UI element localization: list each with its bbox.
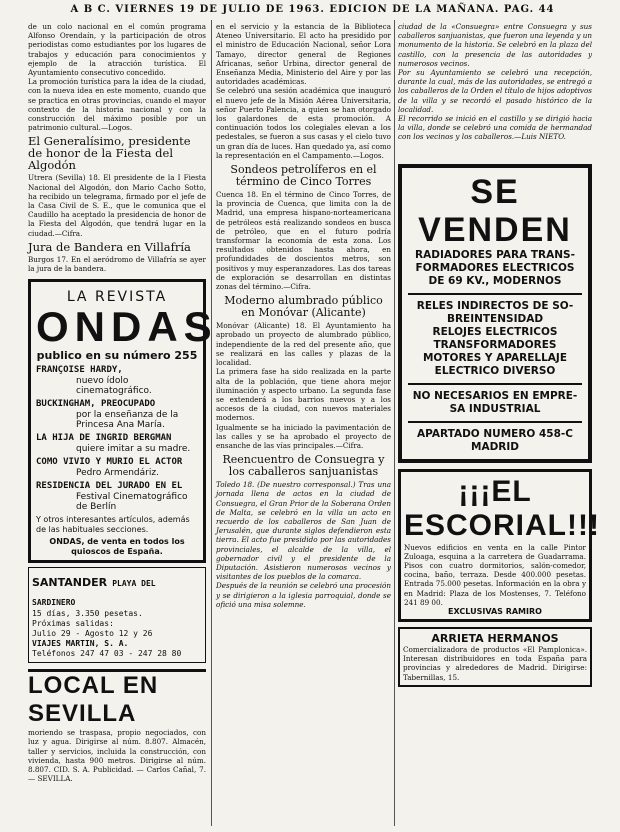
lead-text: de un colo nacional en el común programa Alfonso Orendaín, y la participación de otros periodistas como estudiantes por los lugares de trabajos y educación para conocimientos y ejemplo de la atracción turística. El Ayuntamiento consecutivo concedido. (28, 22, 206, 78)
article-body-monovar: Monóvar (Alicante) 18. El Ayuntamiento ha aprobado un proyecto de alumbrado público, independiente de la red del presente año, que se realizará en las calles y plazas de la localidad. (216, 321, 391, 368)
local-sevilla-advert (28, 669, 206, 783)
article-body-jura: Burgos 17. En el aeródromo de Villafría se ayer la jura de la bandera. (28, 254, 206, 274)
ondas-item-head: LA HIJA DE INGRID BERGMAN (36, 433, 172, 444)
ondas-item-sub: quiere imitar a su madre. (76, 444, 191, 455)
column-1 (28, 22, 218, 784)
santander-line: Próximas salidas: (32, 619, 114, 629)
venden-line: MOTORES Y APARELLAJE (422, 351, 568, 364)
divider (408, 293, 582, 295)
article-title-monovar: Moderno alumbrado público en Monóvar (Alicante) (224, 294, 383, 320)
article-title-generalisimo: El Generalísimo, presidente de honor de la Fiesta del Algodón (28, 134, 191, 173)
ondas-footer: Y otros interesantes artículos, además de las habituales secciones. (36, 515, 190, 535)
ondas-title: ONDAS (36, 303, 218, 351)
article-title-sondeos: Sondeos petrolíferos en el término de Cinco Torres (230, 163, 377, 189)
article-body-monovar: Igualmente se ha iniciado la pavimentación de las calles y se ha aprobado el proyecto de ensanche de las vías principales.—Cifra. (216, 422, 391, 450)
article-body-monovar: La primera fase ha sido realizada en la parte alta de la población, que tiene ahora mejor iluminación y aspecto urbano. La segunda fase se extenderá a los barrios nuevos y a los accesos de la ciudad, con nuevos materiales modernos. (216, 367, 391, 423)
lead-text: Se celebró una sesión académica que inauguró el nuevo jefe de la Misión Aérea Universitaria, señor Puerto Palencia, a quien se han otorgado los galardones de esta promoción. A continuación todos los colegiales elevan a los pedestales, se fueron a sus casas y el cielo tuvo un gran día de luces. Han quedado ya, así como la representación en el Campamento.—Logos. (216, 86, 391, 160)
ondas-kicker: LA REVISTA (66, 289, 168, 306)
article-body-reencuentro: Toledo 18. (De nuestro corresponsal.) Tras una jornada llena de actos en la ciudad de Consuegra, el Gran Prior de la Soberana Orden de Malta, se celebró en la villa un acto en recuerdo de los caballeros de San Juan de Jerusalén, que durante siglos defendieron esta tierra. El acto fue presidido por las autoridades provinciales, el alcalde de la villa, el gobernador civil y el presidente de la Diputación. Asistieron numerosos vecinos y visitantes de los pueblos de la comarca. (216, 480, 391, 582)
ondas-advert (28, 279, 218, 563)
article-body-generalisimo: Utrera (Sevilla) 18. El presidente de la I Fiesta Nacional del Algodón, don Mario Cacho Sotto, ha recibido un telegrama, firmado por el jefe de la Casa Civil de S. E., que le comunica que el Caudillo ha aceptado la presidencia de honor de la Fiesta del Algodón, que tendrá lugar en la ciudad.—Cifra. (28, 173, 206, 238)
venden-line: RELOJES ELECTRICOS (432, 325, 558, 338)
column-rule (211, 20, 212, 826)
ondas-item-sub: Festival Cinematográfico de Berlín (76, 492, 188, 513)
santander-line: Julio 29 - Agosto 12 y 26 (32, 629, 153, 639)
venden-line: RADIADORES PARA TRANS- (415, 248, 575, 261)
arrieta-advert (398, 627, 592, 687)
lead-text: en el servicio y la estancia de la Biblioteca Ateneo Universitario. El acto ha presidido por el ministro de Educación Nacional, señor Lora Tamayo, director general de Regiones Africanas, señor Urbina, director general de Enseñanza Media, Ministerio del Aire y por las autoridades académicas. (216, 22, 391, 87)
article-title-jura: Jura de Bandera en Villafría (28, 239, 191, 254)
venden-line: MADRID (471, 440, 519, 453)
ondas-item-head: BUCKINGHAM, PREOCUPADO (36, 399, 156, 410)
venden-line: SA INDUSTRIAL (449, 402, 541, 415)
arrieta-body: Comercializadora de productos «El Pamplonica». Interesan distribuidores en toda España para provincias y alrededores de Madrid. Dirigirse: Tabernillas, 15. (403, 645, 587, 682)
venden-line: APARTADO NUMERO 458-C (417, 427, 573, 440)
column-rule (394, 20, 395, 826)
escorial-title: ¡¡¡EL ESCORIAL!!! (404, 474, 600, 542)
ondas-item-head: RESIDENCIA DEL JURADO EN EL (36, 481, 183, 492)
venden-line: ELECTRICO DIVERSO (434, 364, 556, 377)
santander-line: 15 días, 3.350 pesetas. (32, 609, 143, 619)
lead-text: Por su Ayuntamiento se celebró una recepción, durante la cual, más de las autoridades, se entregó a los caballeros de la Orden el título de hijos adoptivos de la villa y se recordó el pasado histórico de la localidad. (398, 68, 592, 114)
escorial-advert (398, 469, 600, 622)
divider (408, 383, 582, 385)
lead-text: ciudad de la «Consuegra» entre Consuegra y sus caballeros sanjuanistas, que fueron una leyenda y un monumento de la historia. Se celebró en la plaza del castillo, con la presencia de las autoridades y numerosos vecinos. (398, 22, 592, 68)
escorial-exclusive: EXCLUSIVAS RAMIRO (448, 607, 542, 617)
arrieta-name: ARRIETA HERMANOS (431, 632, 559, 646)
article-title-reencuentro: Reencuentro de Consuegra y los caballeros sanjuanistas (222, 453, 385, 479)
ondas-item-head: COMO VIVIO Y MURIO EL ACTOR (36, 457, 183, 468)
ondas-item-sub: por la enseñanza de la Princesa Ana María. (76, 410, 179, 431)
ondas-item-head: FRANÇOISE HARDY, (36, 365, 123, 376)
santander-advert (28, 567, 206, 663)
divider (408, 421, 582, 423)
column-3 (398, 22, 600, 687)
santander-line: Teléfonos 247 47 03 - 247 28 80 (32, 649, 182, 659)
santander-hotel: PLAYA DEL SARDINERO (32, 579, 156, 608)
venden-line: FORMADORES ELECTRICOS (415, 261, 575, 274)
article-body-reencuentro: Después de la reunión se celebró una procesión y se dirigieron a la iglesia parroquial, donde se ofició una misa solemne. (216, 581, 391, 609)
venden-line: NO NECESARIOS EN EMPRE- (412, 389, 578, 402)
ondas-item-sub: Pedro Armendáriz. (76, 468, 159, 479)
ondas-issue: publico en su número 255 (36, 349, 198, 363)
venden-line: TRANSFORMADORES (433, 338, 557, 351)
venden-line: DE 69 KV., MODERNOS (428, 274, 562, 287)
column-2 (216, 22, 391, 609)
ondas-footer-sale: ONDAS, de venta en todos los quioscos de España. (49, 537, 185, 557)
venden-line: RELES INDIRECTOS DE SO- (416, 299, 574, 312)
santander-line: VIAJES MARTIN, S. A. (32, 639, 129, 649)
local-body: moriendo se traspasa, propio negociados, con luz y agua. Dirigirse al núm. 8.807. Almacén, taller y servicios, incluida la construcción, con vivienda, hasta 900 metros. Dirigirse al núm. 8.807. CID. S. A. Publicidad. — Carlos Cañal, 7. — SEVILLA. (28, 728, 206, 784)
santander-name: SANTANDER (32, 576, 108, 590)
venden-title: SE VENDEN (418, 172, 572, 249)
article-body-sondeos: Cuenca 18. En el término de Cinco Torres, de la provincia de Cuenca, que limita con la de Madrid, una empresa hispano-norteamericana de petróleos está realizando sondeos en busca de petróleo, que en el futuro podría transformar la economía de esta zona. Los resultados obtenidos hasta ahora, en profundidades de doscientos metros, son positivos y muy esperanzadores. Las dos tareas de exploración se desarrollan en distintas zonas del término.—Cifra. (216, 190, 391, 292)
se-venden-advert (398, 164, 592, 463)
escorial-body: Nuevos edificios en venta en la calle Pintor Zuloaga, esquina a la carretera de Guadarrama. Pisos con cuatro dormitorios, salón-comedor, cocina, baño, terraza. Desde 400.000 pesetas. Entrada 75.000 pesetas. Información en la obra y en Madrid: Plaza de los Mostenses, 7. Teléfono 241 89 00. (404, 542, 586, 607)
local-title: LOCAL EN SEVILLA (28, 672, 159, 728)
venden-line: BREINTENSIDAD (446, 312, 544, 325)
lead-text: El recorrido se inició en el castillo y se dirigió hacia la villa, donde se celebró una comida de hermandad con los vecinos y los caballeros.—Luis NIETO. (398, 114, 592, 142)
ondas-item-sub: nuevo ídolo cinematográfico. (76, 376, 152, 397)
lead-text: La promoción turística para la idea de la ciudad, con la nueva idea en este momento, cuando que se practica en otras provincias, cuando el mayor contexto de la historia nacional y con la construcción del máximo posible por un patrimonio cultural.—Logos. (28, 77, 206, 133)
page-header: A B C. VIERNES 19 DE JULIO DE 1963. EDICION DE LA MAÑANA. PAG. 44 (70, 4, 555, 15)
